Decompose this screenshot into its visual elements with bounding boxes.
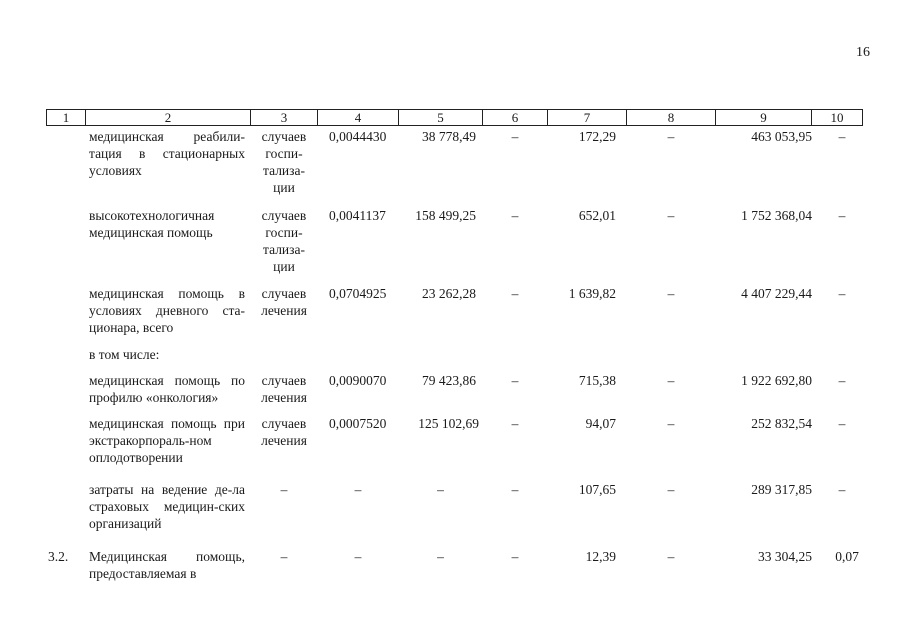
row-unit: случаев госпи-тализа-ции [261,208,307,274]
header-col-2: 2 [85,109,251,126]
row-col-8: – [667,208,675,223]
row-col-6: – [511,373,519,388]
row-col-5: 125 102,69 [418,416,479,431]
row-col-4: 0,0041137 [329,208,386,223]
row-col-4: 0,0704925 [329,286,387,301]
row-col-4: – [354,549,362,564]
row-col-6: – [511,549,519,564]
row-col-9: 4 407 229,44 [741,286,812,301]
row-name: медицинская помощь по профилю «онкология» [89,373,245,405]
row-col-5: – [437,482,444,497]
row-name: медицинская помощь при экстракорпораль-ном оплодотворении [89,416,245,465]
row-unit: – [280,482,288,497]
row-col-10: – [838,482,846,497]
row-col-10: – [838,208,846,223]
row-col-9: 1 752 368,04 [741,208,812,223]
row-col-10: – [838,416,846,431]
row-number: 3.2. [48,549,69,564]
header-col-10: 10 [811,109,863,126]
row-name: медицинская реабили-тация в стационарных условиях [89,129,245,178]
row-col-5: 158 499,25 [415,208,476,223]
header-col-6: 6 [482,109,548,126]
row-unit: случаев лечения [261,416,307,448]
row-col-8: – [667,129,675,144]
row-col-6: – [511,286,519,301]
row-col-10: – [838,129,846,144]
row-col-7: 94,07 [585,416,616,431]
row-col-4: 0,0007520 [329,416,387,431]
row-col-8: – [667,373,675,388]
row-col-8: – [667,286,675,301]
header-col-4: 4 [317,109,399,126]
row-col-8: – [667,482,675,497]
header-col-8: 8 [626,109,716,126]
row-col-9: 289 317,85 [751,482,812,497]
row-col-4: 0,0090070 [329,373,387,388]
row-name: затраты на ведение де-ла страховых медицин-ских организаций [89,482,245,531]
row-col-10: 0,07 [835,549,859,564]
row-col-7: 715,38 [578,373,616,388]
row-col-10: – [838,286,846,301]
page-number: 16 [856,45,870,60]
row-col-8: – [667,549,675,564]
row-col-4: – [354,482,362,497]
row-col-5: 23 262,28 [422,286,476,301]
row-unit: случаев госпи-тализа-ции [261,129,307,195]
row-col-9: 463 053,95 [751,129,812,144]
row-col-7: 172,29 [578,129,616,144]
row-col-6: – [511,416,519,431]
header-col-5: 5 [398,109,483,126]
row-col-6: – [511,482,519,497]
row-unit: случаев лечения [261,286,307,318]
row-col-9: 33 304,25 [758,549,812,564]
row-name: высокотехнологичная медицинская помощь [89,208,215,240]
row-col-7: 107,65 [578,482,616,497]
row-unit: случаев лечения [261,373,307,405]
row-col-5: 79 423,86 [422,373,476,388]
header-col-1: 1 [46,109,86,126]
row-unit: – [280,549,288,564]
row-col-5: – [437,549,444,564]
header-col-9: 9 [715,109,812,126]
row-col-6: – [511,208,519,223]
row-name: медицинская помощь в условиях дневного ста-ционара, всего [89,286,245,335]
row-col-4: 0,0044430 [329,129,387,144]
row-name: в том числе: [89,347,160,362]
row-col-10: – [838,373,846,388]
row-col-7: 1 639,82 [568,286,616,301]
header-col-3: 3 [250,109,318,126]
row-col-9: 252 832,54 [751,416,812,431]
row-col-8: – [667,416,675,431]
row-col-5: 38 778,49 [422,129,476,144]
row-col-7: 652,01 [578,208,616,223]
row-col-7: 12,39 [585,549,616,564]
row-col-9: 1 922 692,80 [741,373,812,388]
row-col-6: – [511,129,519,144]
row-name: Медицинская помощь, предоставляемая в [89,549,245,581]
header-col-7: 7 [547,109,627,126]
